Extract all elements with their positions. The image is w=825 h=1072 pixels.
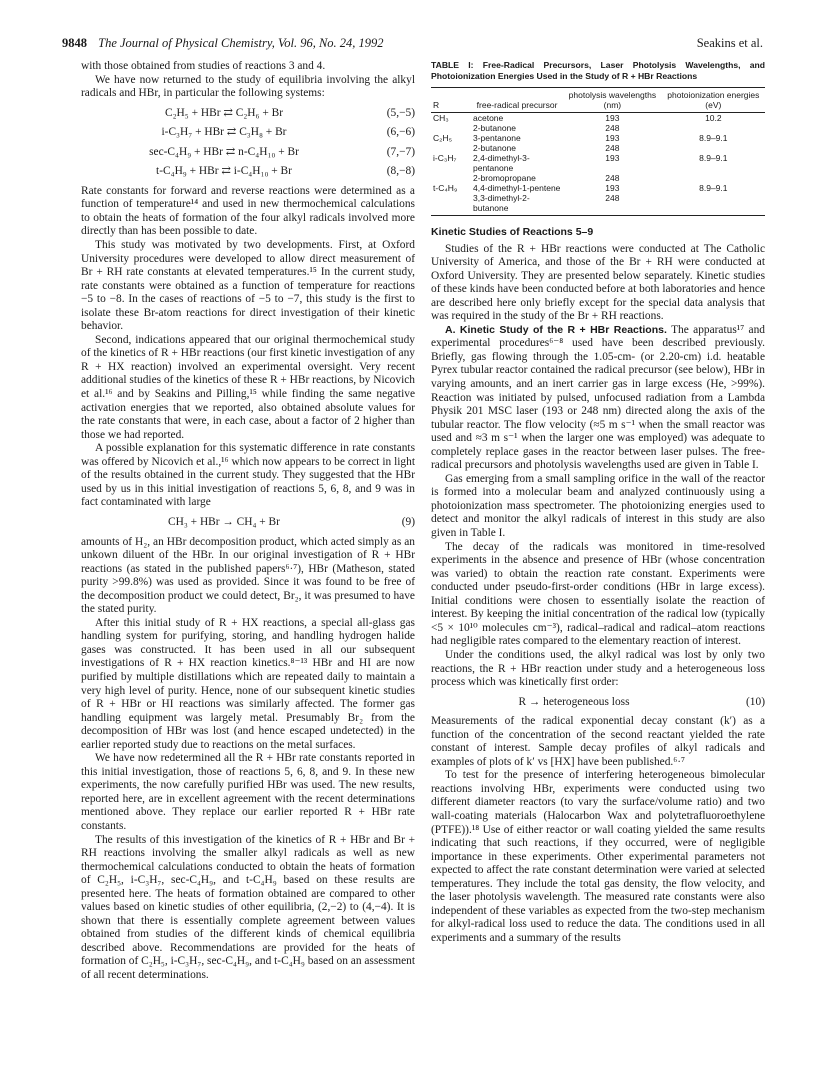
cell-energy bbox=[662, 193, 765, 216]
table-row bbox=[431, 123, 765, 133]
column-header: free-radical precursor bbox=[471, 88, 563, 113]
paragraph: Measurements of the radical exponential decay constant (k′) as a function of the concentration of the second reactant yielded the rate constant of interest. Sample decay profiles of alkyl radicals and examples of plots of k′ vs [HX] have been published.⁶·⁷ bbox=[431, 715, 765, 768]
paragraph: Studies of the R + HBr reactions were conducted at The Catholic University of America, and those of the Br + RH were conducted at Oxford University. They are presented below separately. Kinetic studies of these kinds have been conducted before at both laboratories and hence are described here only briefly except for the special data analysis that was required in the study of the Br + RH reactions. bbox=[431, 242, 765, 323]
cell-radical bbox=[431, 193, 471, 216]
equation-number: (7,−7) bbox=[386, 145, 415, 158]
cell-energy bbox=[662, 123, 765, 133]
paragraph: Gas emerging from a small sampling orifice in the wall of the reactor is formed into a molecular beam and analyzed continuously using a photoionization mass spectrometer. The photoionizing energies used to detect and monitor the alkyl radicals of interest in this study are also given in Table I. bbox=[431, 472, 765, 540]
column-header: R bbox=[431, 88, 471, 113]
paragraph: with those obtained from studies of reactions 3 and 4. bbox=[81, 60, 326, 72]
paragraph: A possible explanation for this systematic difference in rate constants was offered by Nicovich et al.,¹⁶ which now appears to be correct in light of the results obtained in the current study. They suggested that the HBr used by us in this initial investigation of reactions 5, 6, 8, and 9 was in fact contaminated with large bbox=[81, 442, 415, 509]
cell-wavelength: 248 bbox=[605, 143, 620, 153]
paragraph: amounts of H₂, an HBr decomposition product, which acted simply as an unkown diluent of the HBr. In our original investigation of R + HBr reactions (as stated in the published papers⁶·⁷), HBr (Matheson, stated purity >99.8%) was used as provided. Since it was found to be free of the decomposition product we could detect, Br₂, it was presumed to have the stated purity. bbox=[81, 535, 415, 616]
table-caption: TABLE I: Free-Radical Precursors, Laser Photolysis Wavelengths, and Photoionization Energies Used in the Study of R + HBr Reactions bbox=[431, 60, 765, 81]
equation bbox=[431, 696, 765, 710]
cell-energy: 10.2 bbox=[705, 113, 722, 123]
cell-wavelength: 193 bbox=[605, 153, 620, 163]
table-row bbox=[431, 133, 765, 143]
column-header: photolysis wavelengths (nm) bbox=[563, 88, 662, 113]
paragraph: This study was motivated by two developments. First, at Oxford University procedures were developed to allow direct measurement of Br + RH rate constants at elevated temperatures.¹⁵ In the current study, rate constants were obtained as a function of temperature for reactions −5 to −8. In the cases of reactions of −5 to −7, this study is the first to isolate these Br-atom reactions for direct investigation of their kinetic behavior. bbox=[81, 239, 415, 333]
left-column bbox=[81, 60, 415, 983]
equation bbox=[81, 165, 415, 179]
paragraph: Rate constants for forward and reverse reactions were determined as a function of temperature¹⁴ and used in new thermochemical calculations to obtain the heats of formation of the four alkyl radicals involved more directly than has been possible to date. bbox=[81, 184, 415, 238]
cell-energy: 8.9–9.1 bbox=[699, 153, 728, 163]
cell-radical bbox=[431, 173, 471, 183]
paragraph: To test for the presence of interfering heterogeneous bimolecular reactions involving HBr, experiments were conducted using two different diameter reactors (to vary the surface/volume ratio) and two wall-coating materials (Halocarbon Wax and polytetrafluoroethylene (PTFE)).¹⁸ Use of either reactor or wall coating yielded the same results indicating that such reactions, if they occurred, were of negligible importance in these experiments. Other experimental parameters not expected to affect the rate constant determination were varied at selected temperatures. They include the total gas density, the flow velocity, and the laser photolysis wavelength. The measured rate constants were also independent of these variables as expected from the two-step mechanism for alkyl-radical loss used to reduce the data. The conditions used in all experiments and a summary of the results bbox=[431, 769, 765, 944]
journal-citation: The Journal of Physical Chemistry, Vol. 96, No. 24, 1992 bbox=[98, 36, 384, 50]
cell-wavelength: 248 bbox=[605, 173, 620, 183]
table-row bbox=[431, 113, 765, 124]
cell-wavelength: 193 bbox=[605, 183, 620, 193]
table-header-row bbox=[431, 88, 765, 113]
cell-radical bbox=[431, 123, 471, 133]
paragraph: We have now redetermined all the R + HBr rate constants reported in this initial investigation, those of reactions 5, 6, 8, and 9. In these new experiments, the now carefully purified HBr was used. The new results, reported here, are in excellent agreement with the recent determinations mentioned above. They replace our earlier reported R + HBr rate constants. bbox=[81, 752, 415, 832]
cell-wavelength: 248 bbox=[605, 123, 620, 133]
table-1 bbox=[431, 87, 765, 216]
cell-energy: 8.9–9.1 bbox=[699, 183, 728, 193]
cell-radical: i-C₃H₇ bbox=[433, 153, 457, 163]
equation-text: sec-C₄H₉ + HBr ⇄ n-C₄H₁₀ + Br bbox=[149, 145, 299, 158]
cell-precursor: 2-butanone bbox=[473, 123, 517, 133]
equation bbox=[81, 126, 415, 140]
cell-energy: 8.9–9.1 bbox=[699, 133, 728, 143]
column-header: photoionization energies (eV) bbox=[662, 88, 765, 113]
cell-energy bbox=[662, 143, 765, 153]
equation-text: C₂H₅ + HBr ⇄ C₂H₆ + Br bbox=[164, 106, 284, 119]
equation-number: (6,−6) bbox=[386, 126, 415, 139]
cell-radical: t-C₄H₉ bbox=[433, 183, 458, 193]
page-number: 9848 bbox=[62, 36, 87, 50]
paragraph: After this initial study of R + HX reactions, a special all-glass gas handling system for purifying, storing, and handling hydrogen halide gases was constructed. It has been used in all our subsequent investigations of R + HX reaction kinetics.⁸⁻¹³ HBr and HI are now purified by multiple distillations which are repeated daily to maintain a very high level of purity. Hence, none of our subsequent kinetic studies of R + HBr or HI reactions was similarly affected. The former gas handling equipment was largely metal. Presumably Br₂ from the decomposition of HBr was lost (and hence escaped undetected) in the earlier reported study due to reactions on the metal surfaces. bbox=[81, 616, 415, 751]
paragraph: The decay of the radicals was monitored in time-resolved experiments in the absence and presence of HBr (whose concentration was varied) to obtain the reaction rate constant. Experiments were conducted under pseudo-first-order conditions (HBr in large excess). Initial conditions were chosen to essentially isolate the reaction of interest. By keeping the initial concentration of the radical low (typically <5 × 10¹⁰ molecules cm⁻³), radical–radical and radical–atom reactions had negligible rates compared to the elementary reaction of interest. bbox=[431, 540, 765, 648]
equation-number: (8,−8) bbox=[386, 165, 415, 178]
cell-precursor: 3-pentanone bbox=[473, 133, 521, 143]
cell-radical: CH₃ bbox=[433, 113, 449, 123]
cell-wavelength: 193 bbox=[605, 133, 620, 143]
cell-precursor: 2,4-dimethyl-3-pentanone bbox=[473, 153, 530, 173]
paragraph: Under the conditions used, the alkyl radical was lost by only two reactions, the R + HBr reaction under study and a heterogeneous loss process which was kinetically first order: bbox=[431, 648, 765, 689]
cell-precursor: 2-bromopropane bbox=[473, 173, 536, 183]
cell-precursor: 3,3-dimethyl-2-butanone bbox=[471, 193, 563, 216]
paragraph-text: The apparatus¹⁷ and experimental procedures⁶⁻⁸ used have been described previously. Briefly, gas flowing through the 1.05-cm- (or 2.20-cm) i.d. heatable Pyrex tubular reactor contained the radical precursor (see below), HBr in varying amounts, and an inert carrier gas in large excess (He, >99%). Reaction was initiated by pulsed, unfocused radiation from a Lambda Physik 201 MSC laser (193 or 248 nm) directed along the axis of the tubular reactor. The flow velocity (≈5 m s⁻¹ when the small reactor was used and ≈3 m s⁻¹ when the larger one was employed) was adequate to completely replace gases in the reactor between laser pulses. The free-radical precursors and photolysis wavelengths used are given in Table I. bbox=[431, 323, 765, 472]
subsection-heading: A. Kinetic Study of the R + HBr Reactions. bbox=[445, 323, 667, 336]
paragraph: Second, indications appeared that our original thermochemical study of the kinetics of R + HBr reactions (our first kinetic investigation of any R + HX reaction) involved an experimental oversight. Very recent additional studies of the kinetics of these R + HBr reactions, by Nicovich et al.¹⁶ and by Seakins and Pilling,¹⁵ while finding the same negative activation energies that we reported, also obtained absolute values for the rate constants that were, in each case, about a factor of 2 higher than those we had reported. bbox=[81, 333, 415, 441]
cell-precursor: acetone bbox=[473, 113, 504, 123]
cell-wavelength: 193 bbox=[605, 113, 620, 123]
equation-text: t-C₄H₉ + HBr ⇄ i-C₄H₁₀ + Br bbox=[156, 165, 292, 178]
table-row bbox=[431, 143, 765, 153]
table-row bbox=[431, 153, 765, 173]
paragraph: We have now returned to the study of equilibria involving the alkyl radicals and HBr, in particular the following systems: bbox=[81, 73, 415, 100]
cell-radical bbox=[431, 143, 471, 153]
table-row bbox=[431, 183, 765, 193]
equation-text: R → heterogeneous loss bbox=[518, 695, 630, 708]
paragraph bbox=[431, 324, 765, 473]
cell-precursor: 2-butanone bbox=[473, 143, 517, 153]
equation-text: i-C₃H₇ + HBr ⇄ C₃H₈ + Br bbox=[161, 126, 287, 139]
equation bbox=[81, 146, 415, 160]
page-header bbox=[62, 36, 763, 52]
equation bbox=[81, 516, 415, 530]
cell-energy bbox=[662, 173, 765, 183]
table-row bbox=[431, 173, 765, 183]
equation bbox=[81, 107, 415, 121]
equation-number: (9) bbox=[401, 515, 415, 528]
paragraph: The results of this investigation of the kinetics of R + HBr and Br + RH reactions involving the smaller alkyl radicals as well as new thermochemical calculations conducted to obtain the heats of formation of C₂H₅, i-C₃H₇, sec-C₄H₉, and t-C₄H₉ based on these results are presented here. The heats of formation obtained are compared to other values based on kinetic studies of other equilibria, (2,−2) to (4,−4). It is shown that there is essentially complete agreement between values obtained from studies of the different kinds of chemical equilibria described above. Recommendations are provided for the heats of formation of C₂H₅, i-C₃H₇, sec-C₄H₉, and t-C₄H₉ based on an assessment of all recent determinations. bbox=[81, 833, 415, 981]
equation-text: CH₃ + HBr → CH₄ + Br bbox=[168, 515, 280, 528]
cell-radical: C₂H₅ bbox=[433, 133, 453, 143]
cell-wavelength: 248 bbox=[563, 193, 662, 216]
section-title: Kinetic Studies of Reactions 5–9 bbox=[431, 226, 594, 238]
cell-precursor: 4,4-dimethyl-1-pentene bbox=[473, 183, 561, 193]
right-column bbox=[431, 60, 765, 945]
table-row bbox=[431, 193, 765, 216]
equation-number: (10) bbox=[746, 695, 765, 708]
running-authors: Seakins et al. bbox=[696, 36, 763, 50]
equation-number: (5,−5) bbox=[386, 106, 415, 119]
